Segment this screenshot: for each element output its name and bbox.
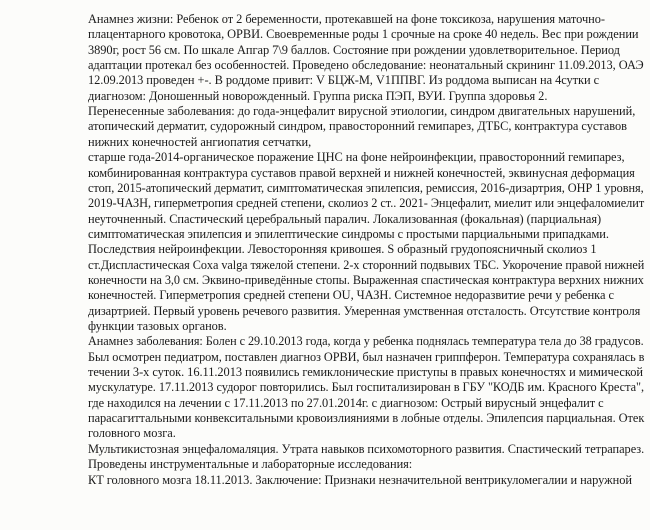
document-text-line: старше года-2014-органическое поражение ЦНС на фоне нейроинфекции, правосторонний гемипарез, (88, 150, 625, 165)
document-text-line: комбинированная контрактура суставов правой верхней и нижней конечностей, эквинусная деформация (88, 165, 635, 180)
document-text-line: стоп, 2015-атопический дерматит, симптоматическая эпилепсия, ремиссия, 2016-дизартрия, ОНР 1 уровня, (88, 180, 644, 195)
document-text-line: адаптации протекал без особенностей. Проведено обследование: неонатальный скрининг 11.09.2013, ОАЭ (88, 58, 644, 73)
document-text-line: 3890г, рост 56 см. По шкале Апгар 7\9 баллов. Состояние при рождении удовлетворительное. Период (88, 42, 620, 57)
document-text-line: Анамнез заболевания: Болен с 29.10.2013 года, когда у ребенка поднялась температура тела до 38 градусов. (88, 334, 644, 349)
document-text-line: мускулатуре. 17.11.2013 судорог повторились. Был госпитализирован в ГБУ "КОДБ им. Красного Креста", (88, 380, 645, 395)
document-text-line: Последствия нейроинфекции. Левосторонняя кривошея. S образный грудопоясничный сколиоз 1 (88, 242, 597, 257)
document-text-line: Проведены инструментальные и лабораторные исследования: (88, 457, 413, 472)
document-text-line: течении 3-х суток. 16.11.2013 появились гемиклонические приступы в правых конечностях и мимической (88, 365, 643, 380)
document-text-line: 2019-ЧАЗН, гиперметропия средней степени, сколиоз 2 ст.. 2021- Энцефалит, миелит или энцефаломиелит (88, 196, 645, 211)
document-text-line: где находился на лечении с 17.11.2013 по 27.01.2014г. с диагнозом: Острый вирусный энцефалит с (88, 395, 604, 410)
document-text-line: атопический дерматит, судорожный синдром, правосторонний гемипарез, ДТБС, контрактура суставов (88, 119, 627, 134)
document-text-line: КТ головного мозга 18.11.2013. Заключение: Признаки незначительной вентрикуломегалии и наружной (88, 472, 632, 487)
document-text-line: дизартрией. Первый уровень речевого развития. Умеренная умственная отсталость. Отсутствие контроля (88, 303, 641, 318)
document-text-line: парасагиттальными конвекситальными кровоизлияниями в лобные отделы. Эпилепсия парциальная. Отек (88, 411, 645, 426)
document-text-line: Был осмотрен педиатром, поставлен диагноз ОРВИ, был назначен гриппферон. Температура сохранялась в (88, 349, 645, 364)
document-text-line: неуточненный. Спастический церебральный паралич. Локализованная (фокальная) (парциальная) (88, 211, 602, 226)
document-text-line: симптоматическая эпилепсия и эпилептические синдромы с простыми парциальными припадками. (88, 226, 609, 241)
document-text-line: Анамнез жизни: Ребенок от 2 беременности, протекавшей на фоне токсикоза, нарушения маточно- (88, 12, 605, 26)
document-text-line: 12.09.2013 проведен +-. В роддоме привит: V БЦЖ-М, V1ППВГ. Из роддома выписан на 4сутки с (88, 73, 600, 88)
document-text-line: конечности на 3,0 см. Эквино-приведённые стопы. Выраженная спастическая контрактура верхних нижних (88, 272, 644, 287)
document-text-line: Перенесенные заболевания: до года-энцефалит вирусной этиологии, синдром двигательных нарушений, (88, 104, 636, 119)
document-text-line: функции тазовых органов. (88, 319, 227, 333)
document-text-line: плацентарного кровотока, ОРВИ. Своевременные роды 1 срочные на сроке 40 недель. Вес при рождении (88, 27, 639, 42)
document-text-line: ст.Диспластическая Coxa valga тяжелой степени. 2-х сторонний подвывих ТБС. Укорочение правой нижней (88, 257, 645, 272)
document-text-line: головного мозга. (88, 426, 176, 441)
document-text-line: нижних конечностей ангиопатия сетчатки, (88, 134, 312, 149)
document-text-line: конечностей. Гиперметропия средней степени OU, ЧАЗН. Системное недоразвитие речи у ребенка с (88, 288, 614, 303)
document-text-line: диагнозом: Доношенный новорожденный. Группа риска ПЭП, ВУИ. Группа здоровья 2. (88, 88, 548, 103)
document-text-line: Мультикистозная энцефаломаляция. Утрата навыков психомоторного развития. Спастический тетрапарез. (88, 441, 645, 456)
